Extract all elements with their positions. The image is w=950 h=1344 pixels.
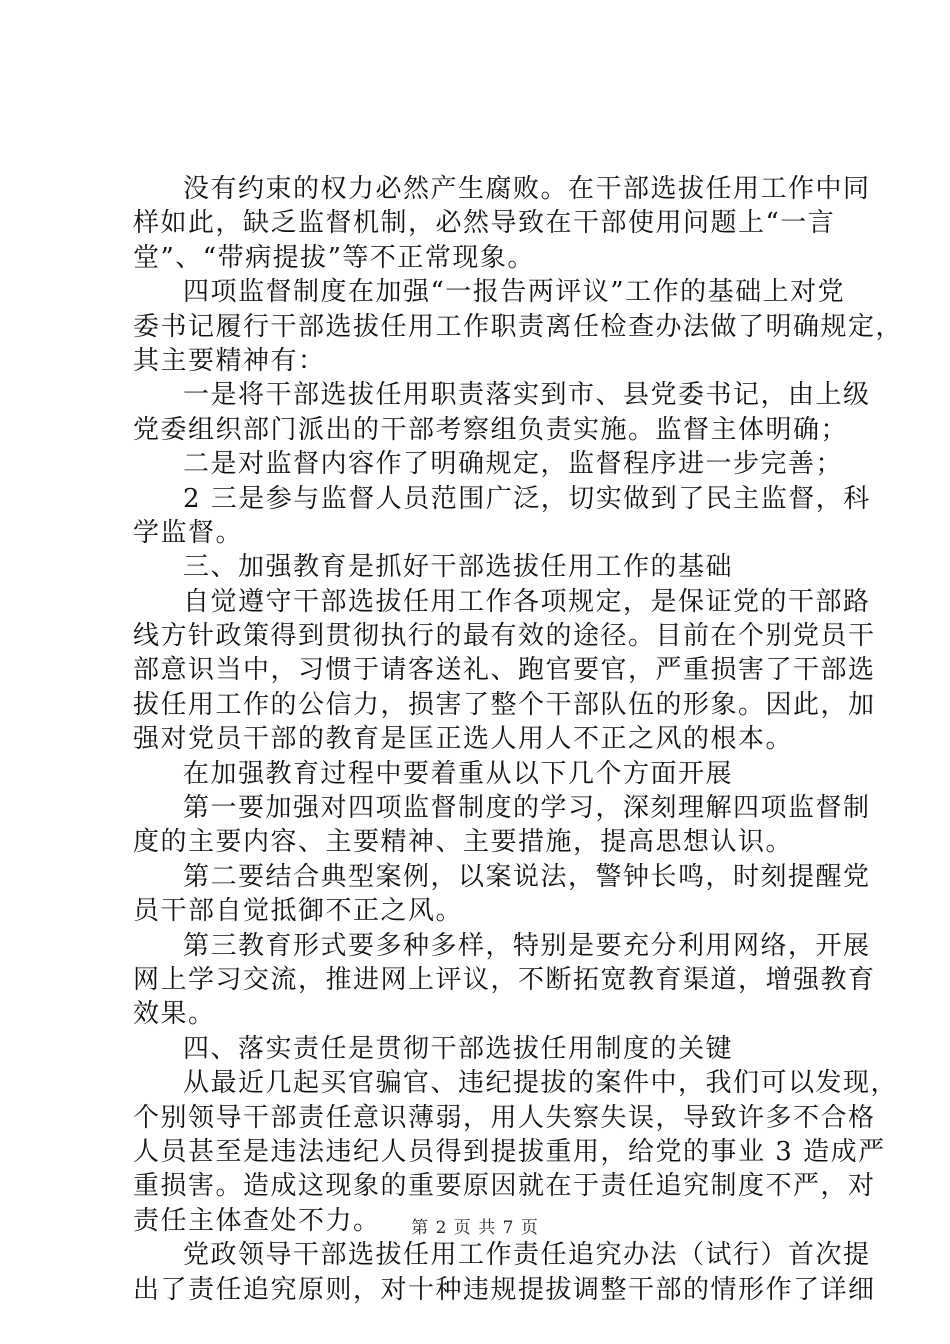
text-line: 网上学习交流，推进网上评议，不断拓宽教育渠道，增强教育	[133, 964, 876, 995]
text-line: 重损害。造成这现象的重要原因就在于责任追究制度不严，对	[133, 1171, 876, 1202]
text-line: 部意识当中，习惯于请客送礼、跑官要官，严重损害了干部选	[133, 655, 876, 686]
text-line: 第二要结合典型案例，以案说法，警钟长鸣，时刻提醒党	[183, 861, 871, 892]
text-line: 党委组织部门派出的干部考察组负责实施。监督主体明确；	[133, 414, 849, 445]
text-line: 党政领导干部选拔任用工作责任追究办法（试行）首次提	[183, 1240, 871, 1271]
text-line: 效果。	[133, 999, 216, 1030]
text-line: 责任主体查处不力。	[133, 1205, 381, 1236]
text-line: 四、落实责任是贯彻干部选拔任用制度的关键	[183, 1033, 734, 1064]
text-line: 三、加强教育是抓好干部选拔任用工作的基础	[183, 552, 734, 583]
text-line: 自觉遵守干部选拔任用工作各项规定，是保证党的干部路	[183, 586, 871, 617]
text-line: 第一要加强对四项监督制度的学习，深刻理解四项监督制	[183, 793, 871, 824]
text-line: 学监督。	[133, 517, 244, 548]
text-line: 一是将干部选拔任用职责落实到市、县党委书记，由上级	[183, 380, 871, 411]
text-line: 强对党员干部的教育是匡正选人用人不正之风的根本。	[133, 724, 794, 755]
text-line: 二是对监督内容作了明确规定，监督程序进一步完善；	[183, 449, 844, 480]
text-line: 堂”、“带病提拔”等不正常现象。	[133, 242, 535, 273]
text-line: 员干部自觉抵御不正之风。	[133, 896, 464, 927]
text-line: 其主要精神有：	[133, 345, 326, 376]
text-line: 在加强教育过程中要着重从以下几个方面开展	[183, 758, 734, 789]
text-line: 第三教育形式要多种多样，特别是要充分利用网络，开展	[183, 930, 871, 961]
page-footer: 第 2 页 共 7 页	[411, 1218, 539, 1238]
text-line: 个别领导干部责任意识薄弱，用人失察失误，导致许多不合格	[133, 1102, 876, 1133]
text-line: 从最近几起买官骗官、违纪提拔的案件中，我们可以发现，	[183, 1068, 899, 1099]
text-line: 人员甚至是违法违纪人员得到提拔重用，给党的事业 3 造成严	[133, 1136, 886, 1167]
text-line: 四项监督制度在加强“一报告两评议”工作的基础上对党	[183, 277, 846, 308]
text-line: 拔任用工作的公信力，损害了整个干部队伍的形象。因此，加	[133, 689, 876, 720]
text-line: 线方针政策得到贯彻执行的最有效的途径。目前在个别党员干	[133, 621, 876, 652]
document-body	[133, 172, 904, 1307]
text-line: 2 三是参与监督人员范围广泛，切实做到了民主监督，科	[183, 483, 871, 514]
text-line: 出了责任追究原则，对十种违规提拔调整干部的情形作了详细	[133, 1274, 876, 1305]
text-line: 委书记履行干部选拔任用工作职责离任检查办法做了明确规定，	[133, 311, 904, 342]
text-line: 样如此，缺乏监督机制，必然导致在干部使用问题上“一言	[133, 208, 836, 239]
text-line: 没有约束的权力必然产生腐败。在干部选拔任用工作中同	[183, 174, 871, 204]
text-line: 度的主要内容、主要精神、主要措施，提高思想认识。	[133, 827, 794, 858]
